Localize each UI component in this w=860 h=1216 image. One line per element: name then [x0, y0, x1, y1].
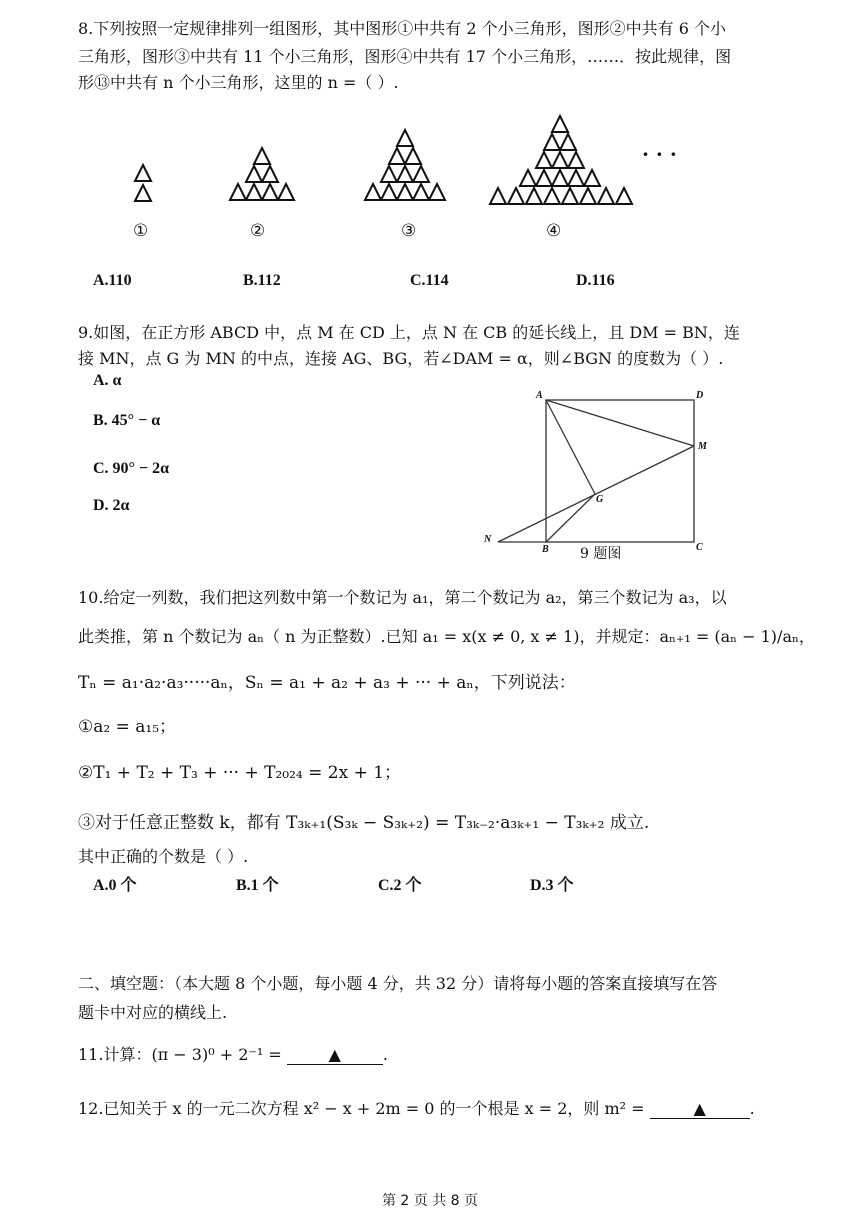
page-footer: 第 2 页 共 8 页 — [381, 1193, 479, 1209]
q9-option-b: B. 45° − α — [93, 412, 161, 429]
triangle-pattern-figures — [120, 110, 680, 215]
q8-option-c: C.114 — [410, 272, 449, 289]
q10-ask: 其中正确的个数是（ ）. — [78, 847, 249, 866]
q10-option-d: D.3 个 — [530, 877, 574, 894]
q8-line-1: 8.下列按照一定规律排列一组图形，其中图形①中共有 2 个小三角形，图形②中共有 6 个小 — [78, 19, 726, 38]
q11-line — [78, 1042, 388, 1065]
q8-line-3: 形⑬中共有 n 个小三角形，这里的 n =（ ）. — [78, 73, 399, 92]
point-label-g: G — [596, 494, 604, 505]
q10-statement-3: ③对于任意正整数 k，都有 T₃ₖ₊₁(S₃ₖ − S₃ₖ₊₂) = T₃ₖ₋₂·a₃ₖ₊₁ − T₃ₖ₊₂ 成立. — [78, 813, 650, 833]
triangle-figure-3 — [365, 130, 445, 200]
q10-option-c: C.2 个 — [378, 877, 422, 894]
point-label-n: N — [484, 534, 492, 545]
q11-period: . — [382, 1045, 388, 1064]
q10-statement-1: ①a₂ = a₁₅； — [78, 717, 177, 737]
q9-option-a: A. α — [93, 372, 122, 389]
triangle-figure-4 — [490, 116, 632, 204]
figure-label-4: ④ — [546, 221, 562, 241]
q10-option-a: A.0 个 — [93, 877, 137, 894]
q10-line-2: 此类推，第 n 个数记为 aₙ（ n 为正整数）.已知 a₁ = x(x ≠ 0, x ≠ 1)，并规定：aₙ₊₁ = (aₙ − 1)/aₙ， — [78, 627, 815, 646]
triangle-figure-2 — [230, 148, 294, 200]
point-label-m: M — [698, 441, 707, 452]
figure-label-3: ③ — [401, 221, 417, 241]
q9-line-2: 接 MN，点 G 为 MN 的中点，连接 AG、BG，若∠DAM = α，则∠BGN 的度数为（ ）. — [78, 349, 724, 368]
q11-answer-blank[interactable]: ▲ — [287, 1045, 383, 1065]
point-label-d: D — [696, 390, 704, 401]
q12-period: . — [749, 1099, 755, 1118]
point-label-b: B — [542, 544, 549, 555]
section2-line-1: 二、填空题：（本大题 8 个小题，每小题 4 分，共 32 分）请将每小题的答案直接填写在答 — [78, 974, 718, 993]
q9-line-1: 9.如图，在正方形 ABCD 中，点 M 在 CD 上，点 N 在 CB 的延长线上，且 DM = BN，连 — [78, 323, 740, 342]
figure-caption: 9 题图 — [580, 546, 622, 562]
point-label-c: C — [696, 542, 703, 553]
figure-label-2: ② — [250, 221, 266, 241]
q10-option-b: B.1 个 — [236, 877, 279, 894]
q8-option-d: D.116 — [576, 272, 615, 289]
q12-text: 12.已知关于 x 的一元二次方程 x² − x + 2m = 0 的一个根是 x = 2，则 m² = — [78, 1099, 645, 1118]
section2-line-2: 题卡中对应的横线上. — [78, 1003, 228, 1022]
point-label-a: A — [536, 390, 543, 401]
triangle-figure-1 — [135, 165, 151, 201]
q8-line-2: 三角形，图形③中共有 11 个小三角形，图形④中共有 17 个小三角形，……．按此规律，图 — [78, 47, 732, 66]
ellipsis: · · · — [642, 142, 677, 166]
square-geometry-figure — [480, 386, 720, 566]
q10-line-3: Tₙ = a₁·a₂·a₃·····aₙ，Sₙ = a₁ + a₂ + a₃ + ··· + aₙ，下列说法： — [78, 673, 576, 693]
q10-statement-2: ②T₁ + T₂ + T₃ + ··· + T₂₀₂₄ = 2x + 1； — [78, 763, 402, 783]
q12-line — [78, 1096, 755, 1119]
q9-option-c: C. 90° − 2α — [93, 460, 169, 477]
q8-option-b: B.112 — [243, 272, 281, 289]
q12-answer-blank[interactable]: ▲ — [650, 1099, 750, 1119]
q9-option-d: D. 2α — [93, 497, 130, 514]
q10-line-1: 10.给定一列数，我们把这列数中第一个数记为 a₁，第二个数记为 a₂，第三个数记为 a₃，以 — [78, 588, 727, 607]
figure-label-1: ① — [133, 221, 149, 241]
q8-option-a: A.110 — [93, 272, 132, 289]
q11-text: 11.计算：(π − 3)⁰ + 2⁻¹ = — [78, 1045, 282, 1064]
